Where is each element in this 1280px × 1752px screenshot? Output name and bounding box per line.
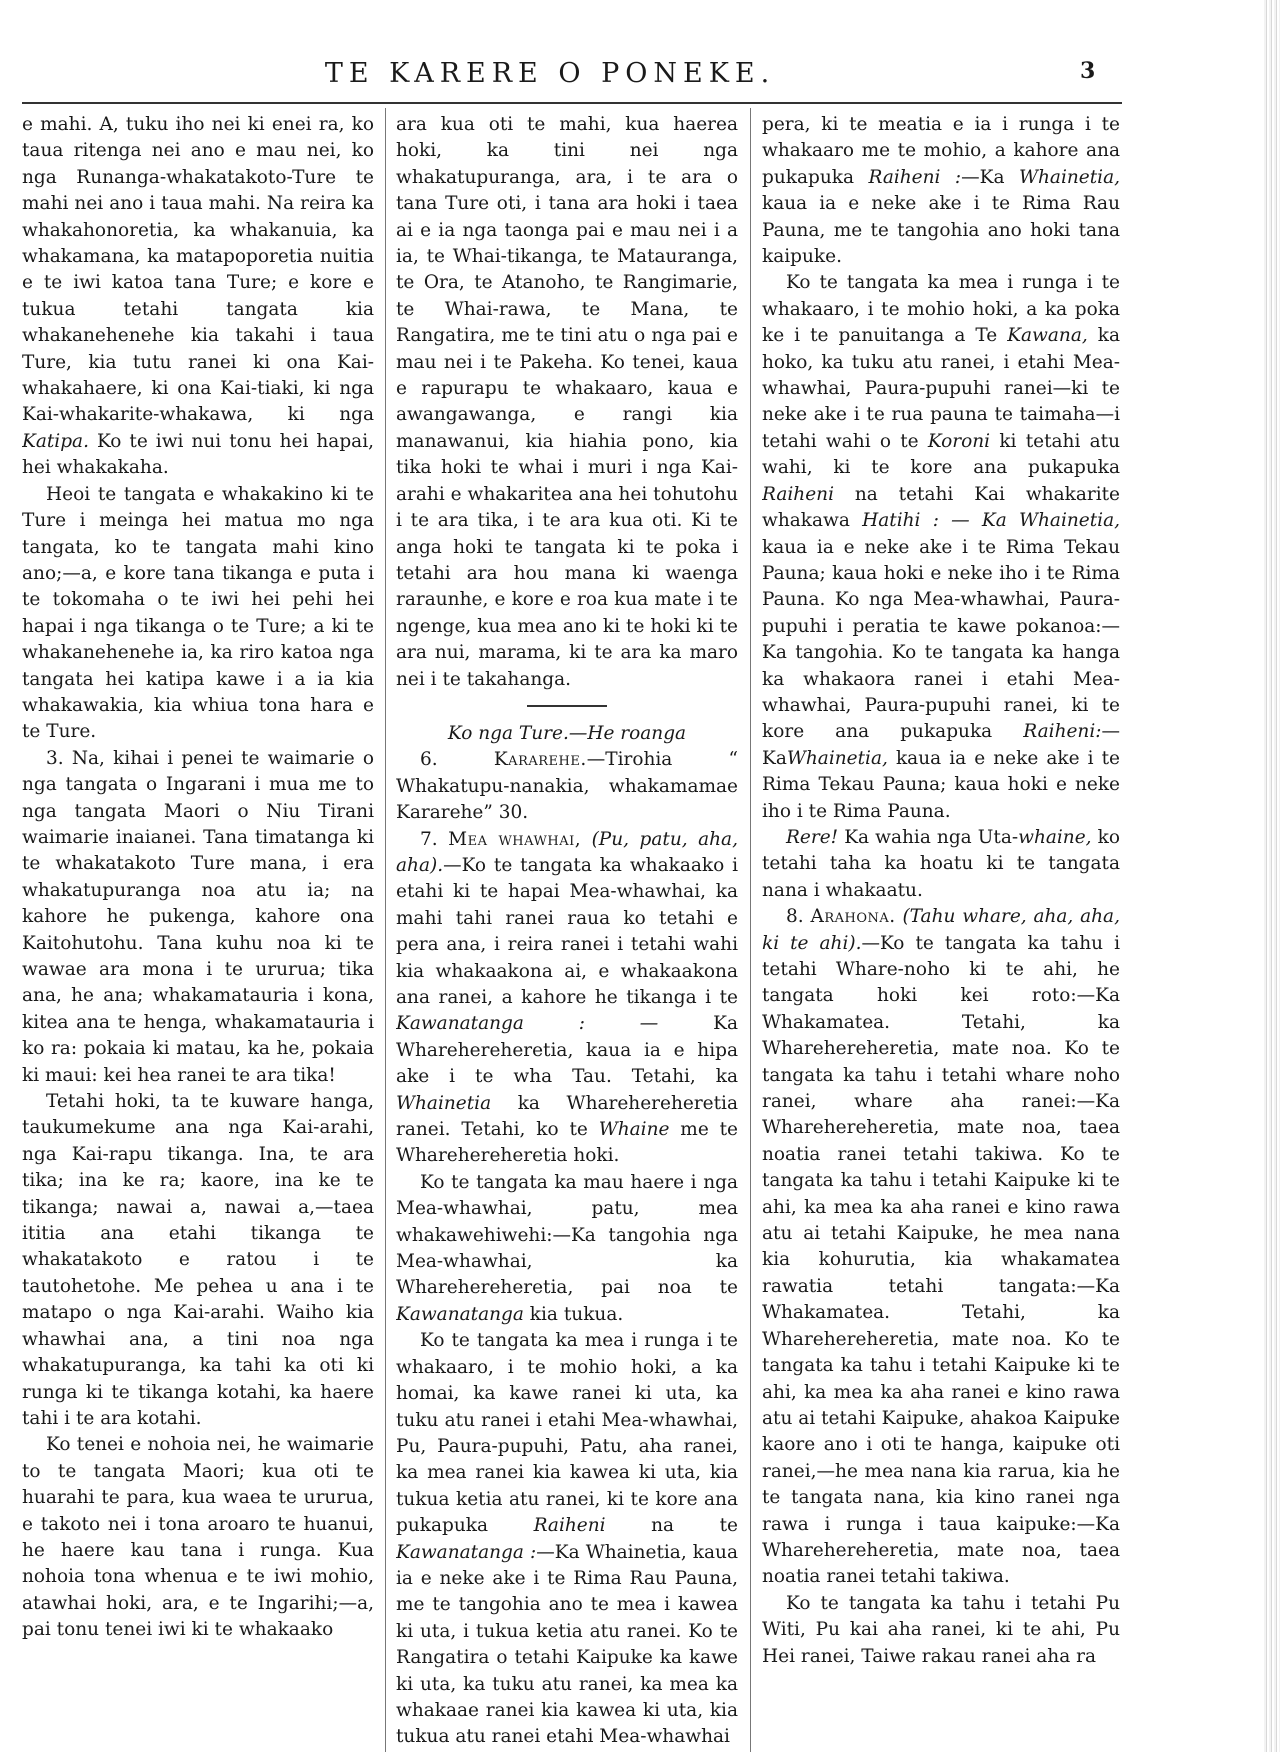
- law-section: 7. Mea whawhai, (Pu, patu, aha, aha).—Ko te tangata ka whakaako i etahi ki te hapai Mea-whawhai, ka mahi tahi ranei raua ko tetahi e pera ana, i reira ranei i tetahi wahi kia whakaakona ai, e whakaakona ana ranei, a kahore he tikanga i te Kawanatanga : — Ka Wharehereheretia, kaua ia e hipa ake i te wha Tau. Tetahi, ka Whainetia ka Wharehereheretia ranei. Tetahi, ko te Whaine me te Wharehereheretia hoki.: [396, 828, 738, 1167]
- paragraph: 3. Na, kihai i penei te waimarie o nga tangata o Ingarani i mua me to nga tangata Maori o Niu Tirani waimarie inaianei. Tana timatanga ki te whakatakoto Ture mana, i era whakatupuranga noa atu ia; na kahore he pukenga, kahore ona Kaitohutohu. Tana kuhu noa ki te wawae ara mona i te ururua; tika ana, he ana; whakamatauria i kona, kitea ana te henga, whakamatauria i ko ra: pokaia ki matau, ka he, pokaia ki maui: kei hea ranei te ara tika!: [22, 747, 374, 1086]
- law-section: 6. Kararehe.—Tirohia “ Whakatupu-nanakia, whakamamae Kararehe” 30.: [396, 749, 738, 824]
- page-number: 3: [1080, 58, 1096, 84]
- column-divider: [750, 108, 751, 1752]
- header-rule: [22, 102, 1122, 104]
- paragraph: Ko tenei e nohoia nei, he waimarie to te tangata Maori; kua oti te huarahi te para, kua waea te ururua, e takoto nei i tona aroaro te huanui, he haere kau tana i runga. Kua nohoia tona whenua e te iwi mohio, atawhai hoki, ara, e te Ingarihi;—a, pai tonu tenei iwi ki te whakaako: [22, 1434, 374, 1641]
- paragraph: Ko te tangata ka mea i runga i te whakaaro, i te mohio hoki, a ka poka ke i te panuitanga a Te Kawana, ka hoko, ka tuku atu ranei, i etahi Mea-whawhai, Paura-pupuhi ranei—ki te neke ake i te rua pauna te taimaha—i tetahi wahi o te Koroni ki tetahi atu wahi, ki te kore ana pukapuka Raiheni na tetahi Kai whakarite whakawa Hatihi : — Ka Whainetia, kaua ia e neke ake i te Rima Tekau Pauna; kaua hoki e neke iho i te Rima Pauna. Ko nga Mea-whawhai, Paura-pupuhi i peratia te kawe pokanoa:—Ka tangohia. Ko te tangata ka hanga ka whakaora ranei i etahi Mea-whawhai, Paura-pupuhi ranei, ki te kore ana pukapuka Raiheni:—KaWhainetia, kaua ia e neke ake i te Rima Tekau Pauna; kaua hoki e neke iho i te Rima Pauna.: [762, 272, 1120, 822]
- column-1: [22, 112, 374, 1752]
- paragraph: Ko te tangata ka tahu i tetahi Pu Witi, Pu kai aha ranei, ki te ahi, Pu Hei ranei, Taiwe rakau ranei aha ra: [762, 1592, 1120, 1667]
- paragraph: Rere! Ka wahia nga Uta-whaine, ko tetahi taha ka hoatu ki te tangata nana i whakaatu.: [762, 826, 1120, 901]
- section-heading: Ko nga Ture.—He roanga: [447, 722, 687, 744]
- paragraph: ara kua oti te mahi, kua haerea hoki, ka tini nei nga whakatupuranga, ara, i te ara o tana Ture oti, i tana ara hoki i taea ai e ia nga taonga pai e mau nei i a ia, te Whai-tikanga, te Matauranga, te Ora, te Atanoho, te Rangimarie, te Whai-rawa, te Mana, te Rangatira, me te tini atu o nga pai e mau nei i te Pakeha. Ko tenei, kaua e rapurapu te whakaaro, kaua e awangawanga, e rangi kia manawanui, kia hiahia pono, kia tika hoki te whai i muri i nga Kai-arahi e whakaritea ana hei tohutohu i te ara tika, i te ara kua oti. Ki te anga hoki te tangata ki te poka i tetahi ara hou mana ki waenga raraunhe, e kore e roa kua mate i te ngenge, kua mea ano ki te hoki ki te ara nui, marama, ki te ara ka maro nei i te takahanga.: [396, 114, 738, 690]
- paragraph: Tetahi hoki, ta te kuware hanga, taukumekume ana nga Kai-arahi, nga Kai-rapu tikanga. Ina, te ara tika; ina ke ra; kaore, ina ke te tikanga; nawai a, nawai a,—taea ititia ana etahi tikanga te whakatakoto e ratou i te tautohetohe. Me pehea u ana i te matapo o nga Kai-arahi. Waiho kia whawhai ana, a tini noa nga whakatupuranga, ka tahi ka oti ki runga ki te tikanga kotahi, ka haere tahi i te ara kotahi.: [22, 1091, 374, 1429]
- page-header: [0, 58, 1280, 98]
- paragraph: Ko te tangata ka mau haere i nga Mea-whawhai, patu, mea whakawehiwehi:—Ka tangohia nga Mea-whawhai, ka Wharehereheretia, pai noa te Kawanatanga kia tukua.: [396, 1171, 738, 1325]
- page-edge-shading: [1264, 0, 1280, 1752]
- law-section: 8. Arahona. (Tahu whare, aha, aha, ki te ahi).—Ko te tangata ka tahu i tetahi Whare-noho ki te ahi, he tangata hoki kei roto:—Ka Whakamatea. Tetahi, ka Wharehereheretia, mate noa. Ko te tangata ka tahu i tetahi whare noho ranei, whare aha ranei:—Ka Wharehereheretia, mate noa, taea noatia ranei tetahi takiwa. Ko te tangata ka tahu i tetahi Kaipuke ki te ahi, ka mea ka aha ranei e kino rawa atu ai tetahi Kaipuke, he mea nana kia kohurutia, kia whakamatea rawatia tetahi tangata:—Ka Whakamatea. Tetahi, ka Wharehereheretia, mate noa. Ko te tangata ka tahu i tetahi Kaipuke ki te ahi, ka mea ka aha ranei e kino rawa atu ai tetahi Kaipuke, ahakoa Kaipuke kaore ano i oti te hanga, kaipuke oti ranei,—he mea nana kia rarua, kia he te tangata nana, kia kino ranei nga rawa i runga i taua kaipuke:—Ka Wharehereheretia, mate noa, taea noatia ranei tetahi takiwa.: [762, 906, 1120, 1588]
- paragraph: pera, ki te meatia e ia i runga i te whakaaro me te mohio, a kahore ana pukapuka Raiheni :—Ka Whainetia, kaua ia e neke ake i te Rima Rau Pauna, me te tangohia ano hoki tana kaipuke.: [762, 114, 1120, 268]
- paragraph: Ko te tangata ka mea i runga i te whakaaro, i te mohio hoki, a ka homai, ka kawe ranei ki uta, ka tuku atu ranei i etahi Mea-whawhai, Pu, Paura-pupuhi, Patu, aha ranei, ka mea ranei kia kawea ki uta, kia tukua ketia atu ranei, ki te kore ana pukapuka Raiheni na te Kawanatanga :—Ka Whainetia, kaua ia e neke ake i te Rima Rau Pauna, me te tangohia ano te mea i kawea ki uta, i tukua ketia atu ranei. Ko te Rangatira o tetahi Kaipuke ka kawe ki uta, ka tuku atu ranei, ka mea ka whakaae ranei kia kawea ki uta, kia tukua atu ranei etahi Mea-whawhai: [396, 1330, 738, 1748]
- paragraph: e mahi. A, tuku iho nei ki enei ra, ko taua ritenga nei ano e mau nei, ko nga Runanga-whakatakoto-Ture te mahi nei ano i taua mahi. Na reira ka whakahonoretia, ka whakanuia, ka whakamana, ka matapoporetia nuitia e te iwi katoa tana Ture; e kore e tukua tetahi tangata kia whakanehenehe kia takahi i taua Ture, kia tutu ranei ki ona Kai-whakahaere, ki ona Kai-tiaki, ki nga Kai-whakarite-whakawa, ki nga Katipa. Ko te iwi nui tonu hei hapai, hei whakakaha.: [22, 114, 374, 479]
- paragraph: Heoi te tangata e whakakino ki te Ture i meinga hei matua mo nga tangata, ko te tangata mahi kino ano;—a, e kore tana tikanga e puta i te tokomaha o te iwi hei pehi hei hapai i nga tikanga o te Ture; a ki te whakanehenehe ia, ka riro katoa nga tangata hei katipa kawe i a ia kia whakawakia, kia whiua tona hara e te Ture.: [22, 483, 374, 743]
- section-rule: [527, 705, 607, 707]
- column-2: [396, 112, 738, 1752]
- newspaper-title: TE KARERE O PONEKE.: [324, 58, 776, 89]
- column-divider: [385, 108, 386, 1752]
- column-3: [762, 112, 1120, 1752]
